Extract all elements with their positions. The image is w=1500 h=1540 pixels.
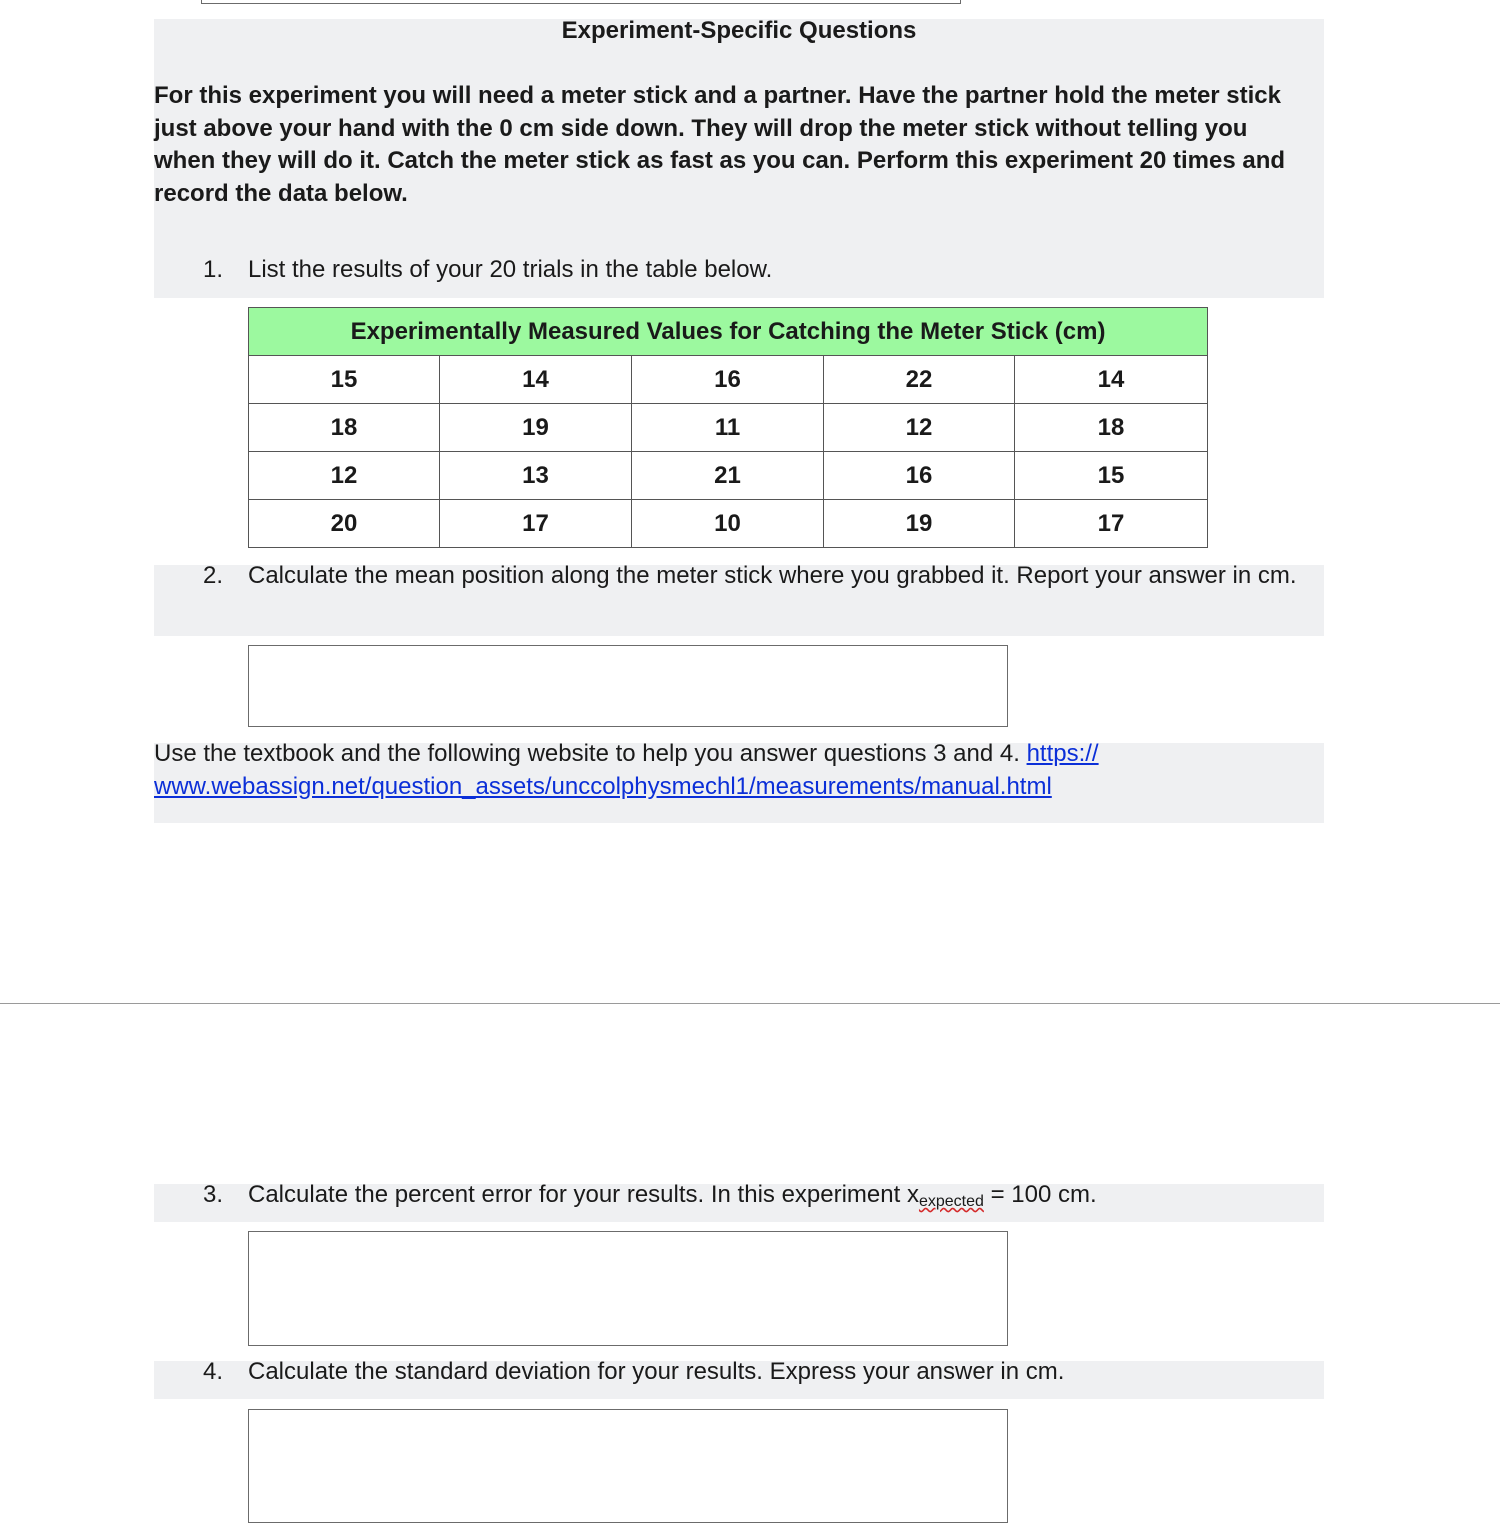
question-3-text-before: Calculate the percent error for your results. In this experiment (248, 1181, 907, 1208)
table-cell: 16 (632, 356, 824, 404)
resource-text: Use the textbook and the following website to help you answer questions 3 and 4. (154, 740, 1027, 767)
question-3-text (248, 1179, 1318, 1219)
table-row (249, 500, 1208, 548)
table-cell: 19 (440, 404, 632, 452)
x-variable: x (906, 1181, 919, 1208)
question-4-number: 4. (203, 1358, 224, 1385)
table-cell: 15 (1015, 452, 1208, 500)
mean-answer-box[interactable] (248, 645, 1008, 727)
table-cell: 16 (824, 452, 1015, 500)
table-cell: 14 (440, 356, 632, 404)
table-cell: 21 (632, 452, 824, 500)
table-cell: 10 (632, 500, 824, 548)
question-2-number: 2. (203, 562, 224, 589)
expected-subscript: expected (918, 1193, 984, 1210)
question-3-number: 3. (203, 1181, 224, 1208)
table-cell: 20 (249, 500, 440, 548)
previous-answer-box (201, 0, 961, 4)
question-1-text: List the results of your 20 trials in the table below. (248, 256, 773, 283)
table-cell: 15 (249, 356, 440, 404)
table-cell: 22 (824, 356, 1015, 404)
resource-paragraph (154, 738, 1314, 803)
question-4-text: Calculate the standard deviation for your results. Express your answer in cm. (248, 1358, 1065, 1385)
table-cell: 13 (440, 452, 632, 500)
table-cell: 19 (824, 500, 1015, 548)
measurements-table (248, 307, 1208, 548)
table-header: Experimentally Measured Values for Catching the Meter Stick (cm) (249, 308, 1208, 356)
table-row (249, 452, 1208, 500)
standard-deviation-answer-box[interactable] (248, 1409, 1008, 1523)
section-title: Experiment-Specific Questions (561, 17, 917, 44)
table-cell: 18 (249, 404, 440, 452)
question-1-number: 1. (203, 256, 224, 283)
table-row (249, 356, 1208, 404)
link-line-2: www.webassign.net/question_assets/unccolphysmechl1/measurements/manual.html (154, 772, 1052, 800)
question-2-text: Calculate the mean position along the meter stick where you grabbed it. Report your answer in cm. (248, 562, 1297, 589)
link-line-1: https:// (1026, 740, 1099, 767)
table-cell: 17 (440, 500, 632, 548)
table-cell: 12 (249, 452, 440, 500)
table-row (249, 404, 1208, 452)
table-cell: 14 (1015, 356, 1208, 404)
question-3-text-after: = 100 cm. (983, 1181, 1097, 1208)
intro-paragraph: For this experiment you will need a meter stick and a partner. Have the partner hold the meter stick just above your hand with the 0 cm side down. They will drop the meter stick without telling you when they will do it. Catch the meter stick as fast as you can. Perform this experiment 20 times and record the data below. (154, 82, 1286, 207)
table-cell: 17 (1015, 500, 1208, 548)
table-cell: 11 (632, 404, 824, 452)
page-break (0, 1003, 1500, 1004)
percent-error-answer-box[interactable] (248, 1231, 1008, 1346)
table-cell: 18 (1015, 404, 1208, 452)
table-cell: 12 (824, 404, 1015, 452)
